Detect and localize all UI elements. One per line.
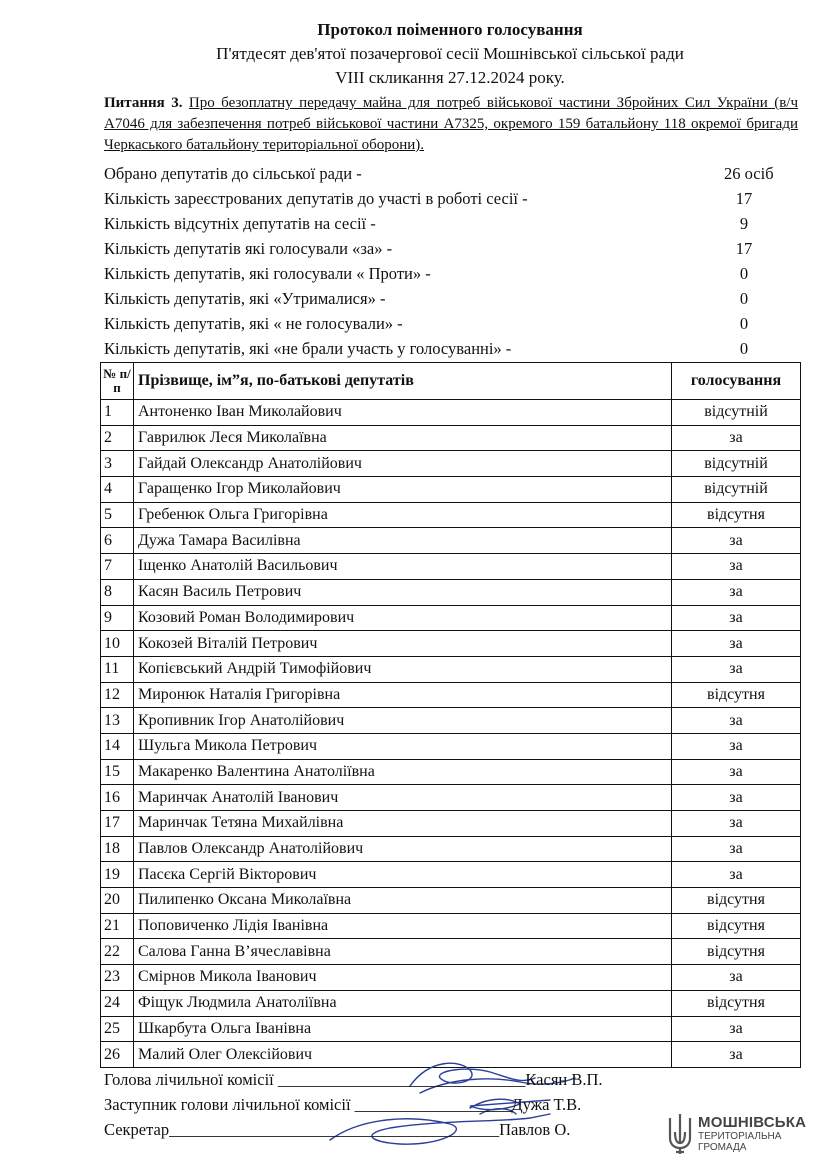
- row-number: 14: [101, 733, 134, 759]
- stat-row: [104, 286, 804, 311]
- deputy-name: Павлов Олександр Анатолійович: [134, 836, 672, 862]
- stat-label: Кількість депутатів які голосували «за» -: [104, 239, 393, 258]
- deputy-name: Кропивник Ігор Анатолійович: [134, 708, 672, 734]
- vote-value: за: [672, 554, 801, 580]
- deputy-name: Касян Василь Петрович: [134, 579, 672, 605]
- question-block: [104, 93, 798, 156]
- table-row: [101, 656, 801, 682]
- logo-line-2: ТЕРИТОРІАЛЬНА: [698, 1131, 782, 1142]
- convocation-line: VIII скликання 27.12.2024 року.: [335, 68, 565, 87]
- vote-value: за: [672, 811, 801, 837]
- deputy-name: Козовий Роман Володимирович: [134, 605, 672, 631]
- vote-value: за: [672, 733, 801, 759]
- vote-value: за: [672, 656, 801, 682]
- session-line: П'ятдесят дев'ятої позачергової сесії Мошнівської сільської ради: [216, 44, 684, 63]
- table-row: [101, 965, 801, 991]
- vote-value: відсутній: [672, 400, 801, 426]
- row-number: 24: [101, 990, 134, 1016]
- deputy-name: Фіщук Людмила Анатоліївна: [134, 990, 672, 1016]
- deputy-signature-line: Заступник голови лічильної комісії ___________________Дужа Т.В.: [104, 1095, 582, 1114]
- row-number: 21: [101, 913, 134, 939]
- row-number: 20: [101, 888, 134, 914]
- vote-value: за: [672, 759, 801, 785]
- deputy-name: Макаренко Валентина Анатоліївна: [134, 759, 672, 785]
- stat-value: 0: [739, 339, 749, 358]
- deputy-name: Іщенко Анатолій Васильович: [134, 554, 672, 580]
- deputy-name: Салова Ганна В’ячеславівна: [134, 939, 672, 965]
- row-number: 15: [101, 759, 134, 785]
- table-row: [101, 631, 801, 657]
- table-row: [101, 502, 801, 528]
- row-number: 1: [101, 400, 134, 426]
- page-title: Протокол поіменного голосування: [317, 20, 583, 39]
- stat-value: 17: [735, 239, 753, 258]
- vote-value: за: [672, 862, 801, 888]
- vote-value: за: [672, 528, 801, 554]
- vote-value: за: [672, 836, 801, 862]
- table-row: [101, 811, 801, 837]
- vote-value: за: [672, 708, 801, 734]
- row-number: 7: [101, 554, 134, 580]
- row-number: 6: [101, 528, 134, 554]
- vote-stats: [104, 161, 804, 361]
- row-number: 5: [101, 502, 134, 528]
- stat-label: Кількість депутатів, які « не голосували» -: [104, 314, 403, 333]
- deputy-name: Маринчак Анатолій Іванович: [134, 785, 672, 811]
- table-row: [101, 939, 801, 965]
- row-number: 11: [101, 656, 134, 682]
- row-number: 4: [101, 477, 134, 503]
- stat-label: Кількість депутатів, які «Утрималися» -: [104, 289, 386, 308]
- deputy-name: Дужа Тамара Василівна: [134, 528, 672, 554]
- deputy-name: Антоненко Іван Миколайович: [134, 400, 672, 426]
- stat-row: [104, 311, 804, 336]
- table-row: [101, 477, 801, 503]
- row-number: 10: [101, 631, 134, 657]
- table-header-row: [101, 363, 801, 400]
- table-row: [101, 759, 801, 785]
- vote-value: відсутня: [672, 888, 801, 914]
- deputy-name: Гаврилюк Леся Миколаївна: [134, 425, 672, 451]
- stat-value: 26 осіб: [724, 164, 774, 183]
- table-row: [101, 425, 801, 451]
- vote-value: відсутня: [672, 913, 801, 939]
- vote-value: за: [672, 631, 801, 657]
- deputy-name: Гаращенко Ігор Миколайович: [134, 477, 672, 503]
- table-row: [101, 990, 801, 1016]
- table-row: [101, 400, 801, 426]
- row-number: 13: [101, 708, 134, 734]
- row-number: 17: [101, 811, 134, 837]
- vote-value: відсутня: [672, 502, 801, 528]
- community-logo: [666, 1112, 806, 1156]
- deputy-name: Смірнов Микола Іванович: [134, 965, 672, 991]
- deputy-name: Малий Олег Олексійович: [134, 1042, 672, 1068]
- table-row: [101, 554, 801, 580]
- table-row: [101, 528, 801, 554]
- table-row: [101, 785, 801, 811]
- table-row: [101, 605, 801, 631]
- stat-label: Кількість депутатів, які голосували « Проти» -: [104, 264, 431, 283]
- stat-row: [104, 161, 804, 186]
- deputy-name: Пасєка Сергій Вікторович: [134, 862, 672, 888]
- deputy-name: Маринчак Тетяна Михайлівна: [134, 811, 672, 837]
- row-number: 12: [101, 682, 134, 708]
- vote-value: за: [672, 425, 801, 451]
- row-number: 2: [101, 425, 134, 451]
- secretary-signature-line: Секретар________________________________________Павлов О.: [104, 1120, 571, 1139]
- stat-label: Кількість зареєстрованих депутатів до участі в роботі сесії -: [104, 189, 528, 208]
- table-row: [101, 451, 801, 477]
- row-number: 26: [101, 1042, 134, 1068]
- deputy-name: Пилипенко Оксана Миколаївна: [134, 888, 672, 914]
- table-row: [101, 862, 801, 888]
- stat-value: 9: [739, 214, 749, 233]
- vote-value: за: [672, 605, 801, 631]
- table-row: [101, 708, 801, 734]
- deputy-name: Кокозей Віталій Петрович: [134, 631, 672, 657]
- row-number: 16: [101, 785, 134, 811]
- deputy-name: Миронюк Наталія Григорівна: [134, 682, 672, 708]
- table-row: [101, 682, 801, 708]
- row-number: 8: [101, 579, 134, 605]
- vote-value: за: [672, 1042, 801, 1068]
- stat-row: [104, 261, 804, 286]
- stat-value: 17: [735, 189, 753, 208]
- stat-label: Кількість депутатів, які «не брали участь у голосуванні» -: [104, 339, 512, 358]
- stat-row: [104, 336, 804, 361]
- vote-value: відсутній: [672, 451, 801, 477]
- chair-signature-line: Голова лічильної комісії ______________________________Касян В.П.: [104, 1070, 603, 1089]
- row-number: 22: [101, 939, 134, 965]
- vote-value: за: [672, 785, 801, 811]
- stat-value: 0: [739, 314, 749, 333]
- deputy-name: Гайдай Олександр Анатолійович: [134, 451, 672, 477]
- col-name-header: Прізвище, ім”я, по-батькові депутатів: [134, 363, 672, 400]
- question-text: Про безоплатну передачу майна для потреб військової частини Збройних Сил України (в/ч А7046 для забезпечення потреб військової частини А7325, окремого 159 батальйону 118 окремої бригади Черкаського батальйону територіальної оборони).: [104, 95, 799, 153]
- col-num-header: № п/п: [101, 363, 134, 400]
- vote-value: за: [672, 965, 801, 991]
- table-row: [101, 888, 801, 914]
- row-number: 25: [101, 1016, 134, 1042]
- vote-table: [100, 362, 801, 1068]
- row-number: 23: [101, 965, 134, 991]
- deputy-name: Гребенюк Ольга Григорівна: [134, 502, 672, 528]
- row-number: 9: [101, 605, 134, 631]
- table-row: [101, 733, 801, 759]
- stat-row: [104, 236, 804, 261]
- logo-line-1: МОШНІВСЬКА: [698, 1114, 807, 1131]
- stat-label: Кількість відсутніх депутатів на сесії -: [104, 214, 376, 233]
- row-number: 18: [101, 836, 134, 862]
- row-number: 3: [101, 451, 134, 477]
- table-row: [101, 836, 801, 862]
- stat-label: Обрано депутатів до сільської ради -: [104, 164, 362, 183]
- table-row: [101, 579, 801, 605]
- stat-value: 0: [739, 289, 749, 308]
- vote-value: відсутній: [672, 477, 801, 503]
- vote-value: за: [672, 579, 801, 605]
- vote-table-body: [101, 400, 801, 1068]
- table-row: [101, 913, 801, 939]
- deputy-name: Шульга Микола Петрович: [134, 733, 672, 759]
- vote-value: за: [672, 1016, 801, 1042]
- vote-value: відсутня: [672, 682, 801, 708]
- table-row: [101, 1016, 801, 1042]
- row-number: 19: [101, 862, 134, 888]
- stat-row: [104, 211, 804, 236]
- deputy-name: Поповиченко Лідія Іванівна: [134, 913, 672, 939]
- col-vote-header: голосування: [672, 363, 801, 400]
- question-label: Питання 3.: [104, 95, 183, 111]
- logo-line-3: ГРОМАДА: [698, 1142, 747, 1153]
- trident-icon: [666, 1112, 694, 1156]
- stat-row: [104, 186, 804, 211]
- deputy-name: Шкарбута Ольга Іванівна: [134, 1016, 672, 1042]
- vote-value: відсутня: [672, 939, 801, 965]
- vote-value: відсутня: [672, 990, 801, 1016]
- stat-value: 0: [739, 264, 749, 283]
- deputy-name: Копієвський Андрій Тимофійович: [134, 656, 672, 682]
